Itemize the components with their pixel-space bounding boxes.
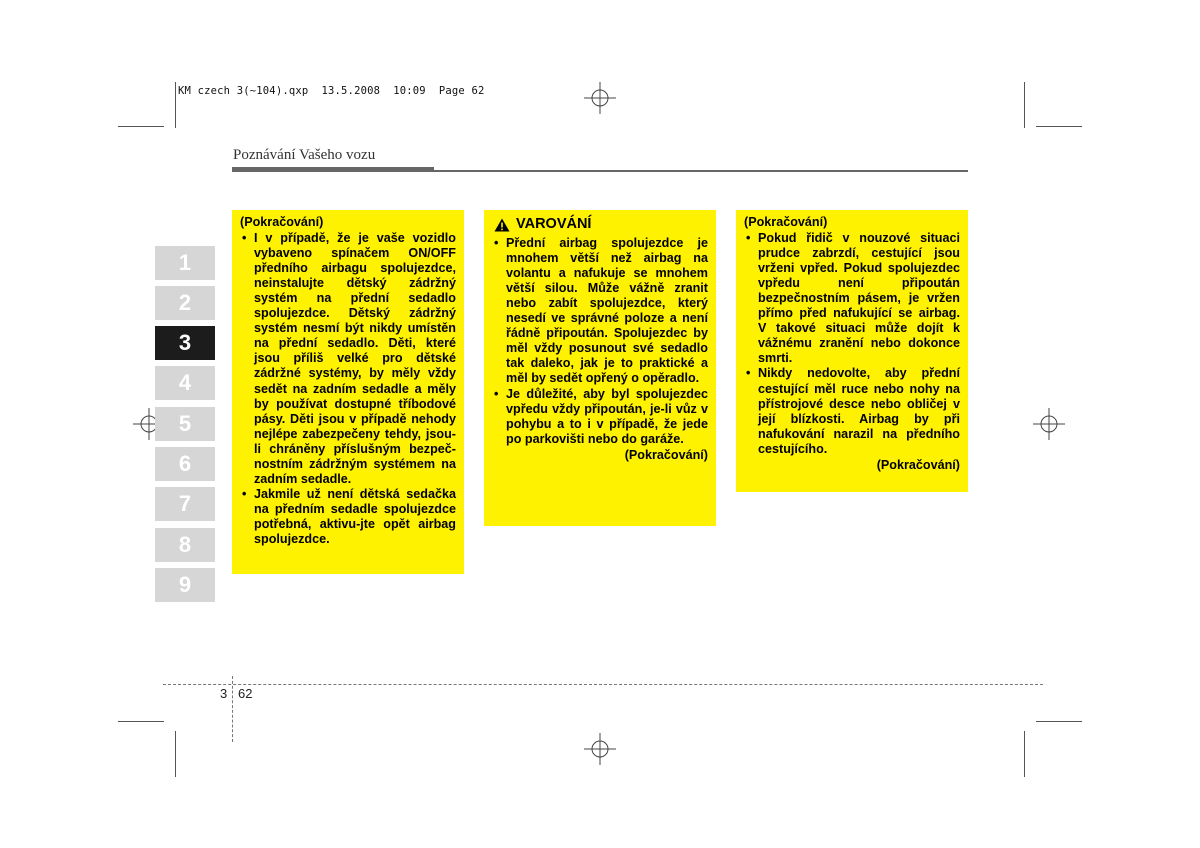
crop-mark [1024, 82, 1025, 128]
bullet-list [744, 231, 960, 457]
registration-mark-icon [1033, 408, 1065, 440]
crop-mark [1024, 731, 1025, 777]
chapter-tab-1[interactable]: 1 [155, 246, 215, 280]
list-item: • Je důležité, aby byl spolujezdec vpředu vždy připoután, je-li vůz v pohybu a to i v případě, že jede po parkovišti nebo do garáže. [492, 387, 708, 447]
continued-label: (Pokračování) [744, 215, 828, 229]
crop-mark [118, 126, 164, 127]
warning-title: VAROVÁNÍ [516, 216, 592, 232]
page-number: 62 [238, 686, 253, 701]
chapter-tab-2[interactable]: 2 [155, 286, 215, 320]
continuation-box-left [232, 210, 464, 574]
footer-divider [232, 676, 233, 742]
crop-mark [175, 82, 176, 128]
list-item: • I v případě, že je vaše vozidlo vybaveno spínačem ON/OFF předního airbagu spolujezdce, neinstalujte dětský zádržný systém na přední sedadlo spolujezdce. Dětský zádržný systém nesmí být nikdy umístěn na přední sedadlo. Děti, které jsou příliš velké pro dětské zádržné systémy, by měly vždy sedět na zadním sedadle a měly by používat dostupné tříbodové pásy. Děti jsou v případě nehody nejlépe zabezpečeny tehdy, jsou-li chráněny příslušným bezpeč-nostním zádržným systémem na zadním sedadle. [240, 231, 456, 487]
chapter-tab-8[interactable]: 8 [155, 528, 215, 562]
footer-rule [163, 684, 1043, 685]
continuation-box-right [736, 210, 968, 492]
warning-heading [494, 217, 708, 232]
list-item: • Pokud řidič v nouzové situaci prudce zabrzdí, cestující jsou vrženi vpřed. Pokud spolujezdec vpředu není připoután bezpečnostním pásem, je vržen přímo před nafukující se airbag. V takové situaci může dojít k vážnému zranění nebo dokonce smrti. [744, 231, 960, 366]
section-title: Poznávání Vašeho vozu [233, 147, 376, 163]
chapter-tab-5[interactable]: 5 [155, 407, 215, 441]
chapter-tab-4[interactable]: 4 [155, 366, 215, 400]
registration-mark-icon [584, 82, 616, 114]
chapter-tab-6[interactable]: 6 [155, 447, 215, 481]
continued-label: (Pokračování) [876, 457, 960, 472]
continued-label: (Pokračování) [240, 215, 324, 229]
crop-mark [118, 721, 164, 722]
crop-mark [175, 731, 176, 777]
bullet-list [240, 231, 456, 547]
crop-mark [1036, 721, 1082, 722]
chapter-tab-9[interactable]: 9 [155, 568, 215, 602]
bullet-list [492, 236, 708, 447]
header-rule [232, 170, 968, 172]
chapter-number: 3 [220, 686, 228, 701]
crop-mark [1036, 126, 1082, 127]
list-item: • Jakmile už není dětská sedačka na předním sedadle spolujezdce potřebná, aktivu-jte opět airbag spolujezdce. [240, 487, 456, 547]
warning-box [484, 210, 716, 526]
continued-label: (Pokračování) [624, 447, 708, 462]
chapter-tab-3[interactable]: 3 [155, 326, 215, 360]
print-slug: KM czech 3(~104).qxp 13.5.2008 10:09 Page 62 [178, 85, 485, 97]
registration-mark-icon [584, 733, 616, 765]
warning-triangle-icon [494, 218, 510, 232]
list-item: • Nikdy nedovolte, aby přední cestující měl ruce nebo nohy na přístrojové desce nebo obličej v její blízkosti. Airbag by při nafukování narazil na předního cestujícího. [744, 366, 960, 456]
chapter-tab-7[interactable]: 7 [155, 487, 215, 521]
list-item: • Přední airbag spolujezdce je mnohem větší než airbag na volantu a nafukuje se mnohem větší silou. Může vážně zranit nebo zabít spolujezdce, který nesedí ve správné poloze a není řádně připoután. Spolujezdec by měl vždy posunout své sedadlo tak daleko, jak je to praktické a měl by sedět opřený o opěradlo. [492, 236, 708, 386]
